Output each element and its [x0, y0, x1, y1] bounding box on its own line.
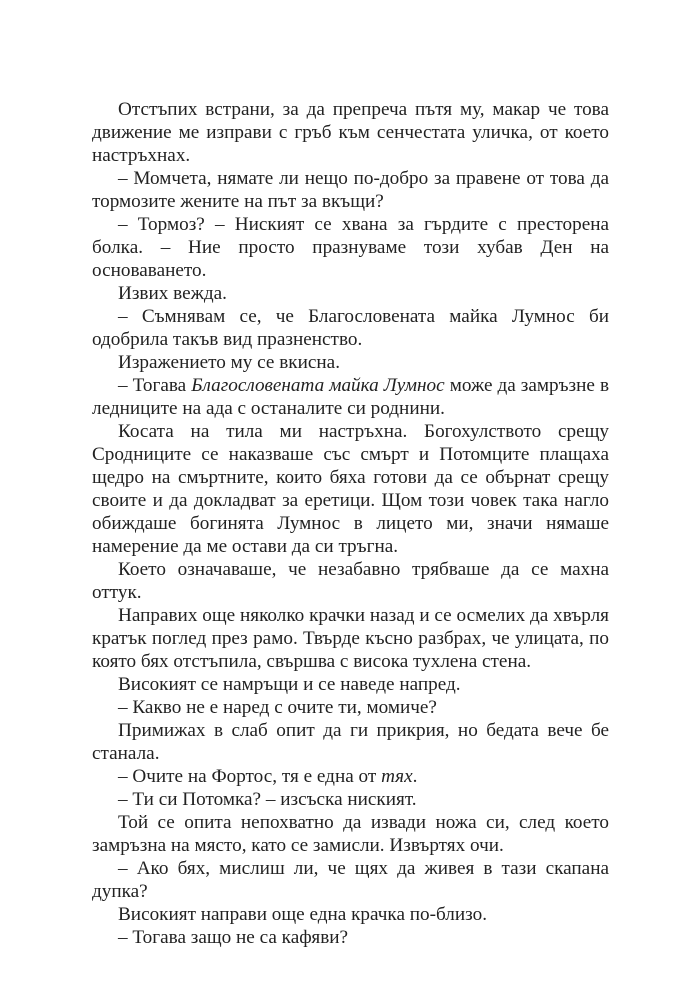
italic-name: Благословената майка Лумнос: [191, 375, 445, 396]
paragraph: Което означаваше, че незабавно трябваше да се махна оттук.: [92, 559, 609, 603]
paragraph: Отстъпих встрани, за да препреча пътя му, макар че това движение ме изправи с гръб към сенчестата уличка, от което настръхнах.: [92, 99, 609, 166]
paragraph: – Съмнявам се, че Благословената майка Лумнос би одобрила такъв вид празненство.: [92, 306, 609, 350]
paragraph: – Ако бях, мислиш ли, че щях да живея в тази скапана дупка?: [92, 858, 609, 902]
paragraph: Високият се намръщи и се наведе напред.: [118, 674, 461, 695]
paragraph: – Тогава защо не са кафяви?: [118, 927, 349, 948]
paragraph: Той се опита непохватно да извади ножа си, след което замръзна на място, като се замисли. Извъртях очи.: [92, 812, 609, 856]
paragraph: Изражението му се вкисна.: [118, 352, 340, 373]
paragraph: Косата на тила ми настръхна. Богохулството срещу Сродниците се наказваше със смърт и Потомците плащаха щедро на смъртните, които бяха готови да се обърнат срещу своите и да докладват за еретици. Щом този човек така нагло обиждаше богинята Лумнос в лицето ми, значи нямаше намерение да ме остави да си тръгна.: [92, 421, 609, 557]
paragraph: – Тогава Благословената майка Лумнос може да замръзне в ледниците на ада с останалите си роднини.: [92, 375, 609, 419]
paragraph: – Момчета, нямате ли нещо по-добро за правене от това да тормозите жените на път за вкъщи?: [92, 168, 609, 212]
page-body-text: [92, 98, 609, 949]
paragraph: – Какво не е наред с очите ти, момиче?: [118, 697, 437, 718]
italic-word: тях: [381, 766, 413, 787]
paragraph: Направих още няколко крачки назад и се осмелих да хвърля кратък поглед през рамо. Твърде късно разбрах, че улицата, по която бях отстъпила, свършва с висока тухлена стена.: [92, 605, 609, 672]
paragraph: – Ти си Потомка? – изсъска ниският.: [118, 789, 417, 810]
paragraph: Извих вежда.: [118, 283, 227, 304]
paragraph: – Тормоз? – Ниският се хвана за гърдите с престорена болка. – Ние просто празнуваме този хубав Ден на основаването.: [92, 214, 609, 281]
paragraph: – Очите на Фортос, тя е една от тях.: [118, 766, 418, 787]
paragraph: Примижах в слаб опит да ги прикрия, но бедата вече бе станала.: [92, 720, 609, 764]
paragraph: Високият направи още една крачка по-близо.: [118, 904, 487, 925]
